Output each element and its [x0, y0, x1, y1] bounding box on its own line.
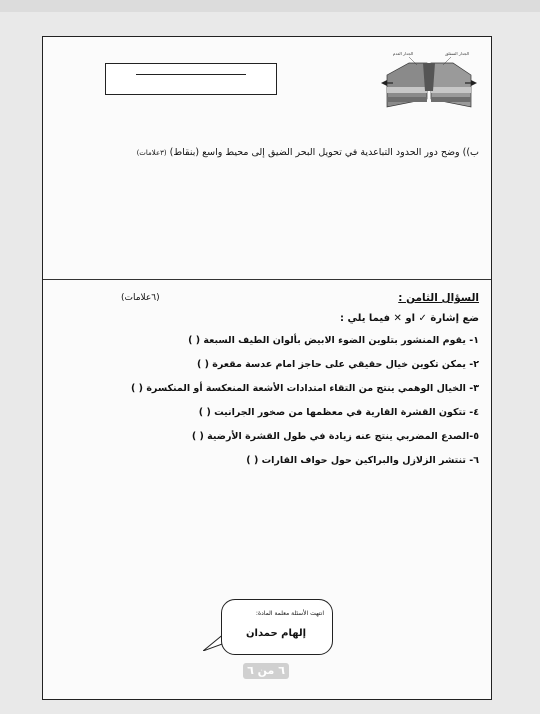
closing-caption: انتهت الأسئلة معلمة المادة:: [255, 610, 324, 617]
answer-bracket[interactable]: ( ): [131, 383, 144, 394]
figure-label-left: الجدار العدم: [392, 51, 414, 56]
part-b-question: [137, 147, 479, 158]
figure-label-right: الجدار المنفلق: [445, 51, 469, 56]
list-item: [197, 359, 479, 370]
answer-bracket[interactable]: ( ): [198, 407, 211, 418]
exam-page: [42, 36, 492, 700]
tectonic-diagram: [379, 47, 479, 117]
item-text: ٦- تنتشر الزلازل والبراكين حول حواف القارات: [261, 455, 479, 466]
teacher-name: إلهام حمدان: [246, 628, 306, 639]
part-b-text: ب)) وضح دور الحدود التباعدية في تحويل البحر الضيق إلى محيط واسع (بنقاط): [169, 147, 479, 158]
item-text: ٥-الصدع المضربي ينتج عنه زيادة في طول القشرة الأرضية: [207, 431, 479, 442]
item-text: ٤- تتكون القشرة القارية في معظمها من صخور الجرانيت: [214, 407, 479, 418]
list-item: [246, 455, 479, 466]
question-8-title: السؤال الثامن :: [398, 292, 479, 304]
list-item: [131, 383, 479, 394]
answer-bracket[interactable]: ( ): [196, 359, 209, 370]
item-text: ١- يقوم المنشور بتلوين الضوء الابيض بألوان الطيف السبعة: [203, 335, 479, 346]
signature-bubble: [221, 599, 333, 655]
answer-box[interactable]: [105, 63, 277, 95]
question-8-marks: (٦علامات): [121, 293, 160, 303]
question-8-instruction: ضع إشارة ✓ او ✕ فيما يلي :: [340, 313, 479, 324]
answer-bracket[interactable]: ( ): [191, 431, 204, 442]
answer-bracket[interactable]: ( ): [188, 335, 201, 346]
item-text: ٢- يمكن تكوين خيال حقيقي على حاجز امام عدسة مقعرة: [212, 359, 479, 370]
answer-bracket[interactable]: ( ): [246, 455, 259, 466]
item-text: ٣- الخيال الوهمي ينتج من التقاء امتدادات الأشعة المنعكسة أو المنكسرة: [146, 383, 479, 394]
list-item: [188, 335, 479, 346]
part-b-marks: (٣علامات): [136, 149, 167, 157]
page-number-badge: ٦ من ٦: [243, 663, 289, 679]
answer-line: [136, 74, 246, 75]
list-item: [192, 431, 479, 442]
list-item: [199, 407, 479, 418]
section-divider: [43, 279, 491, 280]
top-bar: [0, 0, 540, 12]
